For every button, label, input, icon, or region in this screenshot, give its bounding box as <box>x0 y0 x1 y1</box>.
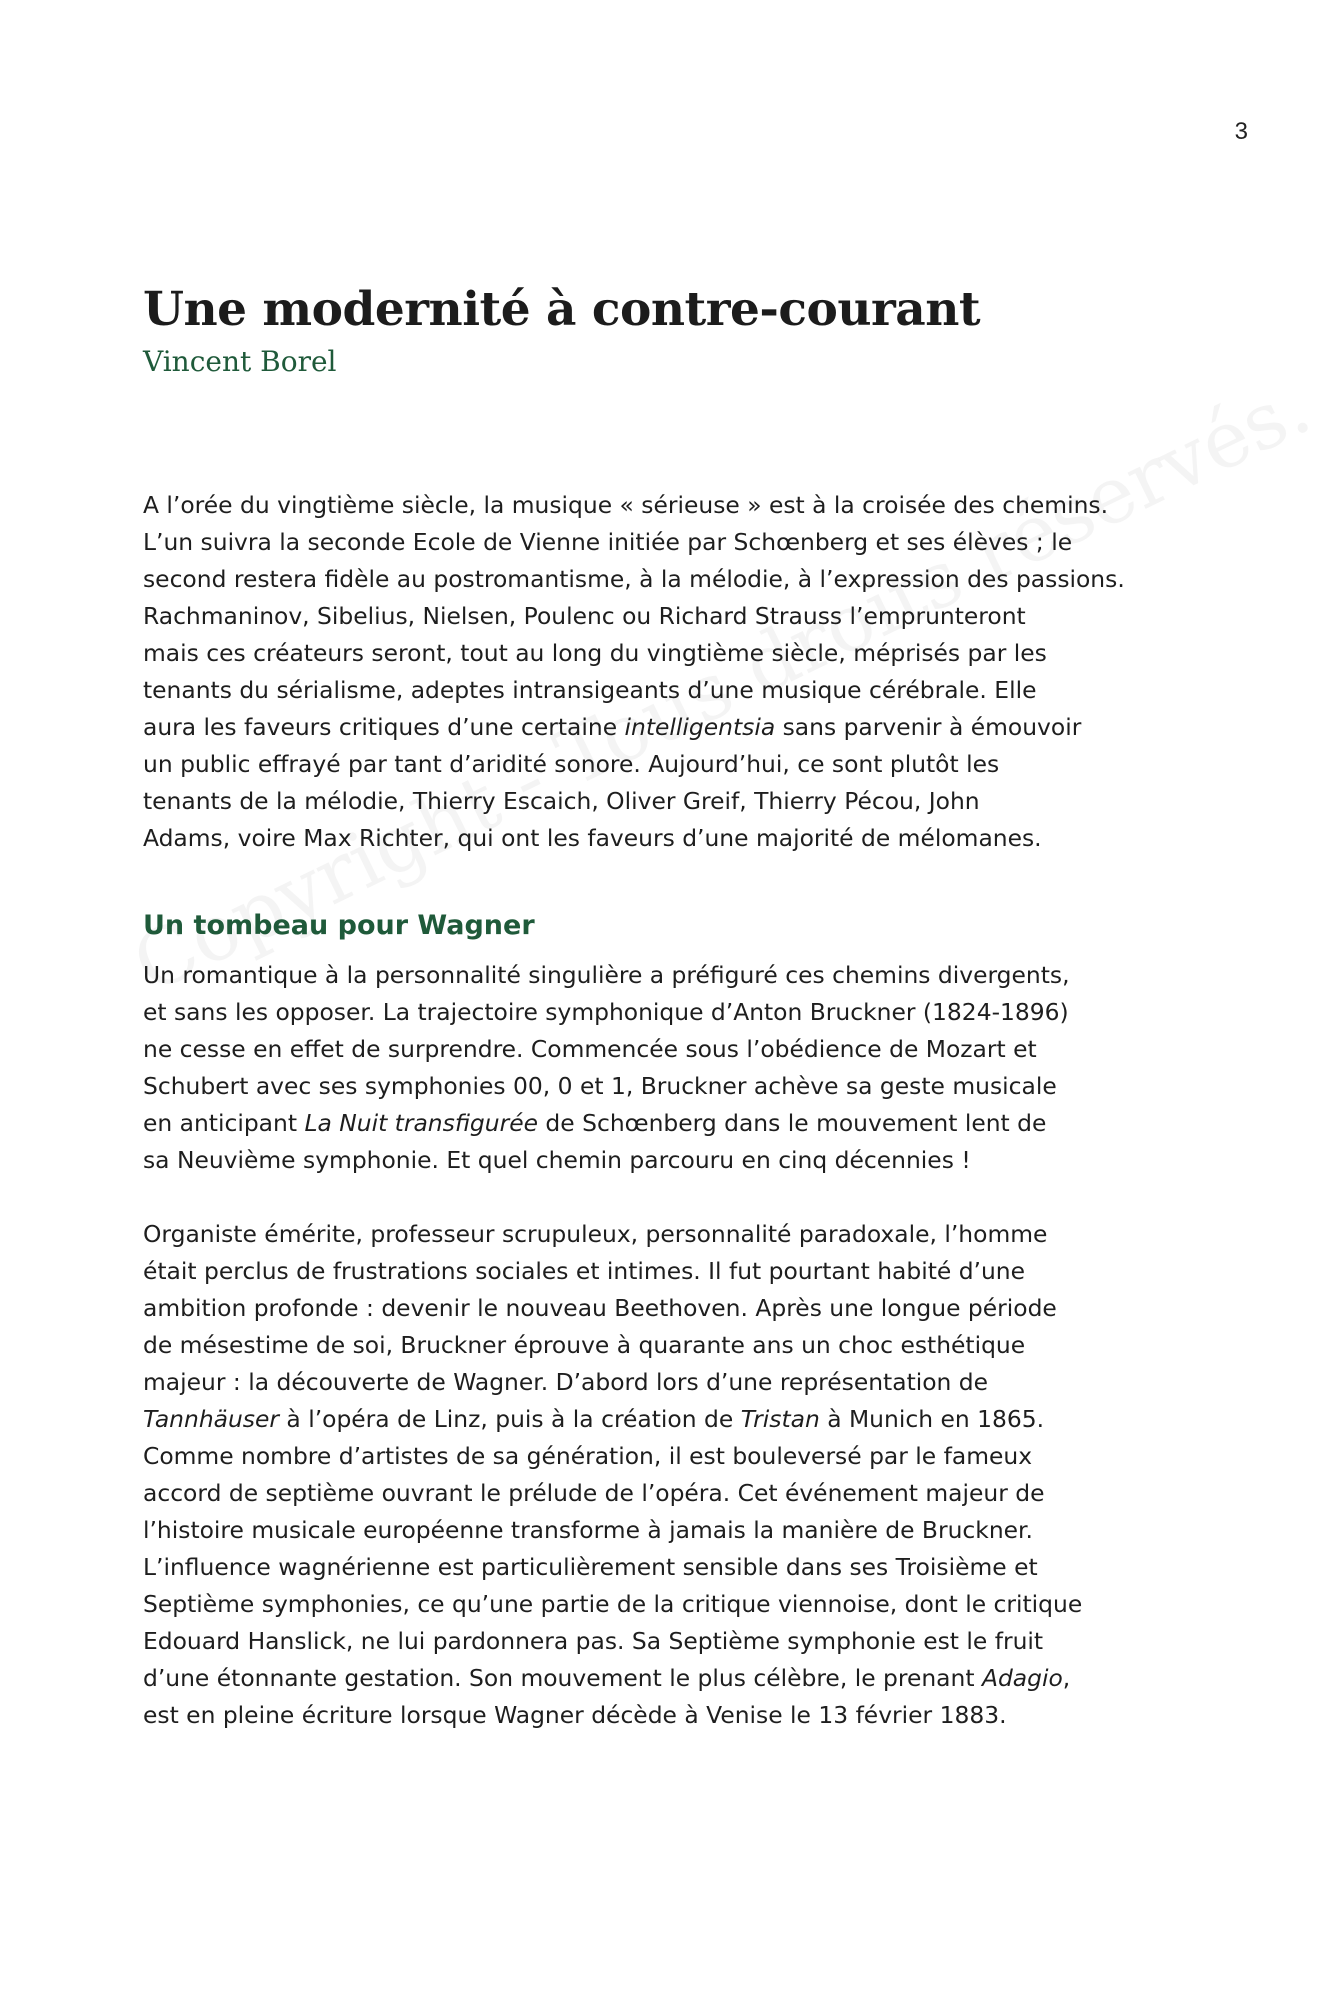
italic-term: Tannhäuser <box>143 1405 279 1433</box>
italic-term: Adagio <box>981 1664 1063 1692</box>
italic-term: La Nuit transfigurée <box>304 1109 538 1137</box>
paragraph-intro: A l’orée du vingtième siècle, la musique « sérieuse » est à la croisée des chemins. L’un suivra la seconde Ecole de Vienne initiée par Schœnberg et ses élèves ; le second restera fidèle au postromantisme, à la mélodie, à l’expression des passions. Rachmaninov, Sibelius, Nielsen, Poulenc ou Richard Strauss l’emprunteront mais ces créateurs seront, tout au long du vingtième siècle, méprisés par les tenants du sérialisme, adeptes intransigeants d’une musique cérébrale. Elle aura les faveurs critiques d’une certaine intelligentsia sans parvenir à émouvoir un public effrayé par tant d’aridité sonore. Aujourd’hui, ce sont plutôt les tenants de la mélodie, Thierry Escaich, Oliver Greif, Thierry Pécou, John Adams, voire Max Richter, qui ont les faveurs d’une majorité de mélomanes. <box>143 491 1125 852</box>
article-author: Vincent Borel <box>143 345 337 378</box>
page-number: 3 <box>1234 118 1248 145</box>
italic-term: Tristan <box>740 1405 820 1433</box>
article-body <box>143 487 1203 1734</box>
article-title: Une modernité à contre-courant <box>143 282 981 337</box>
section-heading: Un tombeau pour Wagner <box>143 910 535 941</box>
paragraph-bruckner-wagner: Organiste émérite, professeur scrupuleux, personnalité paradoxale, l’homme était perclus de frustrations sociales et intimes. Il fut pourtant habité d’une ambition profonde : devenir le nouveau Beethoven. Après une longue période de mésestime de soi, Bruckner éprouve à quarante ans un choc esthétique majeur : la découverte de Wagner. D’abord lors d’une représentation de Tannhäuser à l’opéra de Linz, puis à la création de Tristan à Munich en 1865. Comme nombre d’artistes de sa génération, il est bouleversé par le fameux accord de septième ouvrant le prélude de l’opéra. Cet événement majeur de l’histoire musicale européenne transforme à jamais la manière de Bruckner. L’influence wagnérienne est particulièrement sensible dans ses Troisième et Septième symphonies, ce qu’une partie de la critique viennoise, dont le critique Edouard Hanslick, ne lui pardonnera pas. Sa Septième symphonie est le fruit d’une étonnante gestation. Son mouvement le plus célèbre, le prenant Adagio, est en pleine écriture lorsque Wagner décède à Venise le 13 février 1883. <box>143 1220 1083 1729</box>
italic-term: intelligentsia <box>624 713 776 741</box>
paragraph-bruckner-trajectory: Un romantique à la personnalité singulière a préfiguré ces chemins divergents, et sans les opposer. La trajectoire symphonique d’Anton Bruckner (1824-1896) ne cesse en effet de surprendre. Commencée sous l’obédience de Mozart et Schubert avec ses symphonies 00, 0 et 1, Bruckner achève sa geste musicale en anticipant La Nuit transfigurée de Schœnberg dans le mouvement lent de sa Neuvième symphonie. Et quel chemin parcouru en cinq décennies ! <box>143 961 1070 1174</box>
article-header <box>143 282 1223 380</box>
